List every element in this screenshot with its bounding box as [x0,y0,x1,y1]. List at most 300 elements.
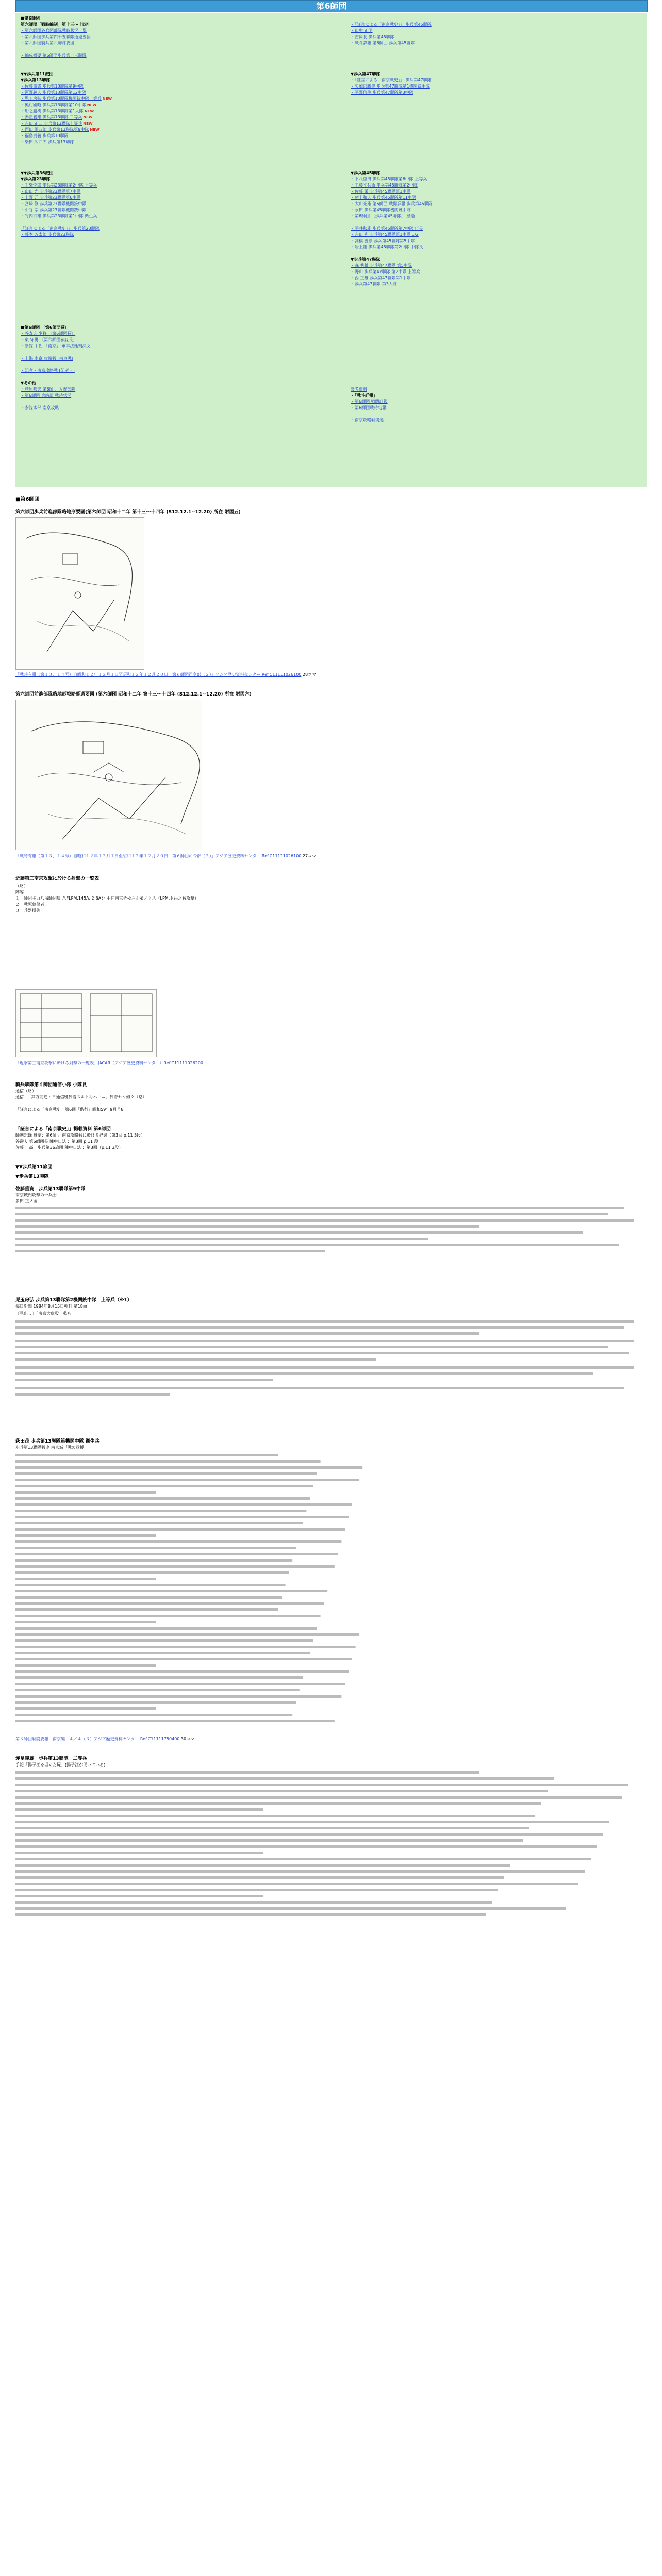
doc3-caption-link[interactable]: 「近撃第三南京攻撃に於ける射撃の一覧表」JACAR（アジア歴史資料センター）Ref.C11111026200 [15,1061,203,1065]
navigation-panel [15,13,647,487]
nav-left-item [21,151,309,158]
text-line-placeholder [15,1621,156,1623]
text-line-placeholder [15,1485,313,1487]
nav-right-item[interactable] [351,22,639,28]
doc8-body [15,1453,644,1733]
nav-left-item [21,269,309,275]
nav-right-heading: ▼歩兵第47聯隊 [351,257,380,262]
text-line-placeholder [15,1833,603,1836]
text-line-placeholder [15,1528,345,1531]
doc6-heading: ▼▼歩兵第11旅団 [15,1165,53,1170]
nav-right-item [351,337,639,343]
doc8-heading: 荻田茂 歩兵第13聯隊第機関中隊 衛生兵 [15,1439,100,1444]
text-line-placeholder [15,1627,317,1630]
nav-right-item [351,331,639,337]
doc2-heading: 第六師団前進部隊略地形戦略経過要図 (第六師団 昭和十二年 第十三～十四年 (S12.12.1~12.20) 所在 附図六) [15,692,252,697]
nav-right-item[interactable] [351,238,639,244]
nav-right-heading: ▼歩兵第45聯隊 [351,171,380,175]
text-line-placeholder [15,1895,263,1897]
nav-right-link[interactable]: ・吉田 利 歩兵第45聯隊第1中隊 1/2 [351,232,419,237]
text-line-placeholder [15,1491,156,1494]
text-line-placeholder [15,1652,310,1654]
nav-right-item [351,250,639,257]
nav-right-item [351,287,639,294]
nav-left-item[interactable] [21,127,309,133]
nav-right-item [351,318,639,325]
doc6-unit: 南京城門攻撃の一兵士 [15,1193,57,1197]
doc3-line: 陣容 [15,890,24,894]
nav-right-link[interactable]: ・第6師団 〔歩兵第45聯隊〕 経過 [351,214,415,218]
nav-left-item[interactable] [21,133,309,139]
nav-left-item [21,325,309,331]
nav-right-item [351,306,639,312]
nav-right-item[interactable] [351,195,639,201]
text-line-placeholder [15,1516,349,1518]
nav-right-item [351,343,639,349]
nav-left-item[interactable] [21,405,309,411]
nav-left-link[interactable]: ・参謀 中佐 「南京」 軍事法廷判決文 [21,344,91,348]
text-line-placeholder [15,1802,541,1805]
nav-right-link[interactable]: ・平井秋雄 歩兵第45聯隊第7中隊 伍長 [351,226,423,231]
text-line-placeholder [15,1497,310,1500]
text-line-placeholder [15,1689,300,1691]
nav-left-link[interactable]: ・編成概要 第6師団歩兵第十三聯隊 [21,53,87,58]
nav-left-item [21,306,309,312]
doc4-subheading: 通信（略） [15,1089,36,1093]
doc8-text-lines [15,1453,376,1731]
text-line-placeholder [15,1701,296,1704]
nav-left-item[interactable] [21,28,309,34]
nav-right-item[interactable] [351,207,639,213]
doc9-text-lines [15,1770,644,1925]
nav-left-item[interactable] [21,226,309,232]
nav-right-link[interactable]: ・戦斗詳報 第6師団 歩兵第45聯隊 [351,41,415,45]
nav-right-link[interactable]: 参考資料 [351,387,367,392]
nav-right-link[interactable]: ・田中 正明 [351,28,373,33]
text-line-placeholder [15,1646,356,1648]
nav-left-item[interactable] [21,90,309,96]
nav-right-link[interactable]: ・佐藤 栄 歩兵第45聯隊第1中隊 [351,189,411,194]
nav-right-item [351,102,639,108]
nav-left-item [21,238,309,244]
nav-right-item [351,380,639,386]
new-badge: NEW [90,128,100,132]
doc2-caption-link[interactable]: 「戦時有報（第１３、１４号）自昭和１２年１２月１日至昭和１２年１２月２０日 第６師団司令部（２）」アジア歴史資料センター Ref.C11111026100 [15,854,302,858]
doc3-lines [15,883,428,914]
doc3-heading: 近藤第三南京攻撃に於ける射撃の一覧表 [15,876,100,882]
text-line-placeholder [15,1852,263,1854]
text-line-placeholder [15,1608,278,1611]
nav-right-item[interactable] [351,77,639,83]
nav-left-item[interactable] [21,201,309,207]
nav-right-link[interactable]: ・平野信生 歩兵第47聯隊第3中隊 [351,90,413,95]
text-line-placeholder [15,1676,303,1679]
nav-right-item [351,349,639,355]
nav-right-item [351,133,639,139]
text-line-placeholder [15,1720,335,1722]
text-line-placeholder [15,1714,292,1716]
map-drawing-1 [16,518,144,669]
nav-right-item [351,139,639,145]
new-badge: NEW [87,103,97,107]
nav-right-item[interactable] [351,213,639,219]
nav-left-item[interactable] [21,213,309,219]
text-line-placeholder [15,1827,529,1829]
nav-right-item[interactable] [351,182,639,189]
nav-left-link[interactable]: 「証言による「南京戦史」」 歩兵第23聯隊 [21,226,100,231]
doc1-caption-suffix: 28コマ [302,672,317,677]
nav-right-item[interactable] [351,263,639,269]
text-line-placeholder [15,1503,352,1506]
nav-left-item[interactable] [21,34,309,40]
nav-left-link[interactable]: ・上野 元 歩兵第23聯隊第6中隊 [21,195,81,200]
doc8-caption [15,1736,194,1742]
nav-left-heading: ▼▼歩兵第11旅団 [21,72,54,76]
nav-left-item [21,257,309,263]
nav-right-item [351,127,639,133]
nav-right-link[interactable]: ・大山光雄 第6師団 戦闘詳報 歩兵第45聯隊 [351,201,433,206]
nav-right-item[interactable] [351,275,639,281]
text-line-placeholder [15,1845,597,1848]
nav-left-link[interactable]: ・福島貞義 歩兵第13聯隊 [21,133,69,138]
doc4-body: 通信 ： 其方前途・日通信班到着スルトキハ「ニ」到着セル如ク（略） [15,1095,147,1099]
text-line-placeholder [15,1553,338,1555]
nav-left-link[interactable]: ・荻原邦夫 第6師団 大野部隊 [21,387,76,392]
nav-right-item[interactable] [351,28,639,34]
nav-right-link[interactable]: ・永田 歩兵第45聯隊機関銃中隊 [351,208,411,212]
nav-left-item [21,164,309,170]
text-line-placeholder [15,1870,585,1873]
doc1-heading: 第六師団歩兵前進部隊略地形要圖(第六師団 昭和十二年 第十三～十四年 (S12.12.1~12.20) 所在 附図五) [15,510,241,515]
nav-left-item[interactable] [21,207,309,213]
nav-left-link[interactable]: ・藤本 芳太郎 歩兵第23聯隊 [21,232,74,237]
nav-right-item [351,65,639,71]
nav-left-item[interactable] [21,182,309,189]
doc9-heading: 赤星義雄 歩兵第13聯隊 二等兵 [15,1756,87,1761]
main-section-title: ■第6師団 [15,497,40,502]
nav-left-item [21,312,309,318]
doc2-caption [15,853,316,859]
text-line-placeholder [15,1864,510,1867]
nav-right-item[interactable] [351,281,639,287]
text-line-placeholder [15,1821,609,1823]
table-image-3 [15,989,157,1057]
text-line-placeholder [15,1571,289,1574]
nav-left-item [21,362,309,368]
doc7-body [15,1319,644,1424]
nav-left-item [21,250,309,257]
nav-right-item [351,53,639,59]
nav-right-link[interactable]: ・吉岡長 歩兵第45聯隊 [351,35,394,39]
text-line-placeholder [15,1590,327,1592]
nav-right-link[interactable]: ・矢加部勝美 歩兵第47聯隊第1機関銃中隊 [351,84,430,89]
nav-right-link[interactable]: ・第6師団 戦闘詳報 [351,399,388,404]
nav-right-item[interactable] [351,90,639,96]
nav-left-item [21,287,309,294]
nav-left-item[interactable] [21,114,309,121]
nav-left-item [21,176,309,182]
doc9-body [15,1770,644,1927]
nav-right-item [351,300,639,306]
nav-left-link[interactable]: ・上海 南京 攻略戦 [南京戦] [21,356,73,361]
nav-left-link[interactable]: ・第六師団各兵団部隊戦時状況一覧 [21,28,87,33]
nav-right-item [351,71,639,77]
nav-right-link[interactable]: ・「証言による「南京戦史」」 歩兵第45聯隊 [351,22,432,27]
text-line-placeholder [15,1639,313,1642]
nav-right-link[interactable]: ・岩上龍 歩兵第45聯隊第2中隊 中隊長 [351,245,423,249]
text-line-placeholder [15,1658,352,1660]
nav-left-item[interactable] [21,40,309,46]
text-line-placeholder [15,1454,278,1456]
nav-right-item [351,362,639,368]
doc4-note: 「証言による「南京戦史」第6回「偕行」昭和59年9月号8 [15,1107,124,1112]
nav-left-item[interactable] [21,343,309,349]
nav-right-item [351,294,639,300]
nav-right-item[interactable] [351,232,639,238]
nav-left-item[interactable] [21,355,309,362]
nav-left-item[interactable] [21,139,309,145]
nav-right-link[interactable]: ・猪上和夫 歩兵第45聯隊第11中隊 [351,195,416,200]
doc3-line: ３ 兵器損失 [15,908,40,913]
text-line-placeholder [15,1466,362,1469]
nav-left-heading: ▼歩兵第13聯隊 [21,78,51,82]
nav-left-link[interactable]: ・第六師団騎兵第六聯隊要図 [21,41,74,45]
doc4-heading: 騎兵聯隊第６師団通信小隊 小隊長 [15,1082,87,1088]
nav-right-heading: ・「戦斗詳報」 [351,393,377,398]
nav-right-link[interactable]: ・高橋 義彦 歩兵第45聯隊第5中隊 [351,239,415,243]
nav-left-link[interactable]: ・船之船橋 歩兵第13聯隊第1大隊 [21,109,84,113]
nav-left-link[interactable]: ・東 守男 〔第六師団参謀長〕 [21,337,77,342]
nav-right-item [351,257,639,263]
nav-right-item[interactable] [351,34,639,40]
doc7-text-lines [15,1319,644,1422]
doc3-line: ２ 戦死負傷者 [15,902,44,907]
nav-right-link[interactable]: ・第6師団戦時旬報 [351,405,387,410]
nav-left-item [21,71,309,77]
new-badge: NEW [84,109,94,113]
doc8-caption-link[interactable]: 第６師団戦闘要報 南京編 ４／４（３）アジア歴史資料センター Ref.C11111750400 [15,1737,180,1741]
nav-right-item [351,59,639,65]
nav-right-item [351,355,639,362]
text-line-placeholder [15,1460,321,1463]
nav-right-item[interactable] [351,399,639,405]
text-line-placeholder [15,1784,628,1786]
nav-left-item [21,294,309,300]
page-title: 第6師団 [15,0,648,12]
nav-right-item[interactable] [351,244,639,250]
nav-right-item [351,158,639,164]
nav-right-item[interactable] [351,417,639,423]
nav-right-item [351,151,639,158]
nav-right-item [351,368,639,374]
text-line-placeholder [15,1664,156,1667]
nav-right-item[interactable] [351,189,639,195]
nav-left-item[interactable] [21,386,309,393]
nav-left-link[interactable]: ・記者・南京攻略戦 [記者・] [21,368,75,373]
text-line-placeholder [15,1565,335,1568]
text-line-placeholder [15,1901,492,1904]
new-badge: NEW [83,115,93,120]
doc7-sub: 毎日新聞 1984年8月15日朝刊 第18面 [15,1304,87,1309]
nav-left-item[interactable] [21,368,309,374]
nav-left-item[interactable] [21,195,309,201]
doc3-line: （略） [15,884,28,888]
doc6-text-lines [15,1206,644,1283]
doc9-sub: 手記「揚子江を埋めた屍」[揚子江が哭いている] [15,1762,106,1767]
nav-right-item[interactable] [351,226,639,232]
nav-left-link[interactable]: ・宮崎 修 歩兵第23聯隊機関銃中隊 [21,201,87,206]
nav-left-item[interactable] [21,96,309,102]
nav-left-item [21,318,309,325]
nav-right-link[interactable]: ・工藤平兵衛 歩兵第45聯隊第2中隊 [351,183,418,188]
nav-left-item [21,59,309,65]
text-line-placeholder [15,1683,345,1685]
map-drawing-2 [16,700,202,850]
text-line-placeholder [15,1790,548,1792]
nav-left-link[interactable]: ・児玉房弘 歩兵第13聯隊機関銃中隊上等兵 [21,96,102,101]
text-line-placeholder [15,1547,296,1549]
nav-left-link[interactable]: ・河野義人 歩兵第13聯隊第12中隊 [21,90,86,95]
nav-right-link[interactable]: ・南京攻略戦関連 [351,418,384,422]
text-line-placeholder [15,1522,303,1524]
nav-right-heading: ▼歩兵第47聯隊 [351,72,380,76]
nav-left-link[interactable]: ・竹内行雄 歩兵第23聯隊第1中隊 衛生兵 [21,214,97,218]
doc6-author: 多田 正ノ丞 [15,1199,38,1204]
nav-right-link[interactable]: ・野山 歩兵第47聯隊 第2中隊 上等兵 [351,269,420,274]
nav-right-item [351,393,639,399]
nav-left-item [21,219,309,226]
nav-left-item[interactable] [21,108,309,114]
nav-left-item[interactable] [21,232,309,238]
nav-right-link[interactable]: ・歩兵第47聯隊 第3大隊 [351,282,397,286]
nav-left-heading: ▼▼歩兵第36旅団 [21,171,54,175]
doc6-body [15,1206,644,1285]
nav-left-item [21,263,309,269]
text-line-placeholder [15,1695,341,1698]
nav-right-link[interactable]: ・下八重田 歩兵第45聯隊第6中隊 上等兵 [351,177,427,181]
nav-left-item [21,399,309,405]
nav-left-heading: ■第6師団 〔第6師団長〕 [21,325,69,330]
text-line-placeholder [15,1540,341,1543]
nav-left-item [21,46,309,53]
nav-left-item [21,281,309,287]
nav-right-item [351,145,639,151]
nav-right-item [351,108,639,114]
nav-left-link[interactable]: ・谷寿夫 少将 〔第6師団長〕 [21,331,76,336]
nav-left-heading: ■第6師団 [21,16,40,21]
doc6-person: 佐藤重資 歩兵第13聯隊第9中隊 [15,1187,86,1192]
nav-left-link[interactable]: ・赤星義雄 歩兵第13聯隊 二等兵 [21,115,82,120]
nav-left-link[interactable]: ・西田 源四郎 歩兵第13聯隊第9中隊 [21,127,89,132]
text-line-placeholder [15,1839,523,1842]
nav-left-item[interactable] [21,331,309,337]
nav-left-link[interactable]: ・奥村國昭 歩兵第13聯隊第10中隊 [21,103,86,107]
text-line-placeholder [15,1771,479,1774]
nav-left-link[interactable]: ・手柴悦郎 歩兵第23聯隊第2中隊 上等兵 [21,183,97,188]
doc1-caption-link[interactable]: 「戦時有報（第１３、１４号）自昭和１２年１２月１日至昭和１２年１２月２０日 第６師団司令部（２）」アジア歴史資料センター Ref.C11111026100 [15,672,302,677]
nav-left-heading: ▼その他 [21,381,37,385]
nav-left-item[interactable] [21,121,309,127]
nav-left-link[interactable]: ・吉田 正二 歩兵第13聯隊上等兵 [21,121,82,126]
nav-left-link[interactable]: ・中谷 宗 歩兵第23聯隊機関銃中隊 [21,208,87,212]
nav-left-link[interactable]: ・参謀本部 南京攻略 [21,405,59,410]
nav-left-item[interactable] [21,337,309,343]
text-line-placeholder [15,1796,622,1799]
text-line-placeholder [15,1777,554,1780]
nav-right-item[interactable] [351,386,639,393]
nav-left-item [21,380,309,386]
doc3-caption [15,1060,203,1066]
new-badge: NEW [83,122,93,126]
text-line-placeholder [15,1707,156,1710]
text-line-placeholder [15,1534,156,1537]
nav-right-item[interactable] [351,40,639,46]
nav-right-item [351,96,639,102]
text-line-placeholder [15,1584,286,1586]
nav-right-item[interactable] [351,269,639,275]
nav-left-item [21,349,309,355]
nav-left-item[interactable] [21,83,309,90]
text-line-placeholder [15,1596,282,1599]
nav-right-item[interactable] [351,405,639,411]
nav-right-item[interactable] [351,83,639,90]
nav-left-item[interactable] [21,102,309,108]
nav-left-item[interactable] [21,53,309,59]
text-line-placeholder [15,1883,578,1885]
nav-right-item [351,114,639,121]
nav-left-link[interactable]: ・第六師団歩兵第四十五聯隊通過要図 [21,35,91,39]
nav-right-column [351,15,639,423]
nav-right-item [351,219,639,226]
text-line-placeholder [15,1472,317,1475]
nav-left-item [21,374,309,380]
nav-left-link[interactable]: ・第6師団 兵站部 戦時状況 [21,393,72,398]
nav-left-item [21,170,309,176]
doc1-caption [15,672,316,677]
nav-right-item [351,121,639,127]
text-line-placeholder [15,1479,359,1481]
doc5-line1: 師團記錄 概要：第6師団 南京攻略戦に於ける経過（第3回 p.11 3段） [15,1133,145,1138]
nav-left-item[interactable] [21,189,309,195]
doc5-line3: 佐藤 ：高 歩兵第36旅団 陣中日誌 ：第3回（p.11 3段） [15,1145,123,1150]
nav-right-link[interactable]: ・西 正雄 歩兵第47聯隊第1中隊 [351,276,411,280]
text-line-placeholder [15,1858,591,1860]
nav-right-item [351,170,639,176]
nav-right-item[interactable] [351,201,639,207]
doc7-heading: 児玉房弘 歩兵第13聯隊第2機関銃中隊 上等兵（※1） [15,1298,132,1303]
doc5-heading: 「証言による「南京戦史」」掲載資料 第6師団 [15,1127,111,1132]
text-line-placeholder [15,1815,535,1817]
doc6-subheading: ▼歩兵第13聯隊 [15,1174,49,1179]
nav-right-item[interactable] [351,176,639,182]
nav-right-item [351,374,639,380]
nav-left-link[interactable]: ・佐藤重資 歩兵第13聯隊第9中隊 [21,84,84,89]
text-line-placeholder [15,1559,292,1562]
doc2-caption-suffix: 27コマ [302,854,317,858]
nav-left-item [21,65,309,71]
doc5-line2: 谷壽夫 第6師団長 陣中日誌 ：第3回 p.11 段 [15,1139,98,1144]
nav-right-item [351,46,639,53]
nav-left-link[interactable]: ・柴田 久四郎 歩兵第13聯隊 [21,140,74,144]
nav-right-item [351,411,639,417]
nav-right-link[interactable]: ・「証言による「南京戦史」」 歩兵第47聯隊 [351,78,432,82]
nav-left-item[interactable] [21,393,309,399]
nav-left-link[interactable]: ・山田 光 歩兵第23聯隊第7中隊 [21,189,81,194]
doc7-note: 〔見出し〕「南京大虐殺」私も [15,1311,71,1316]
nav-right-link[interactable]: ・森 秀雄 歩兵第47聯隊 第5中隊 [351,263,412,268]
new-badge: NEW [102,97,112,101]
text-line-placeholder [15,1602,324,1605]
